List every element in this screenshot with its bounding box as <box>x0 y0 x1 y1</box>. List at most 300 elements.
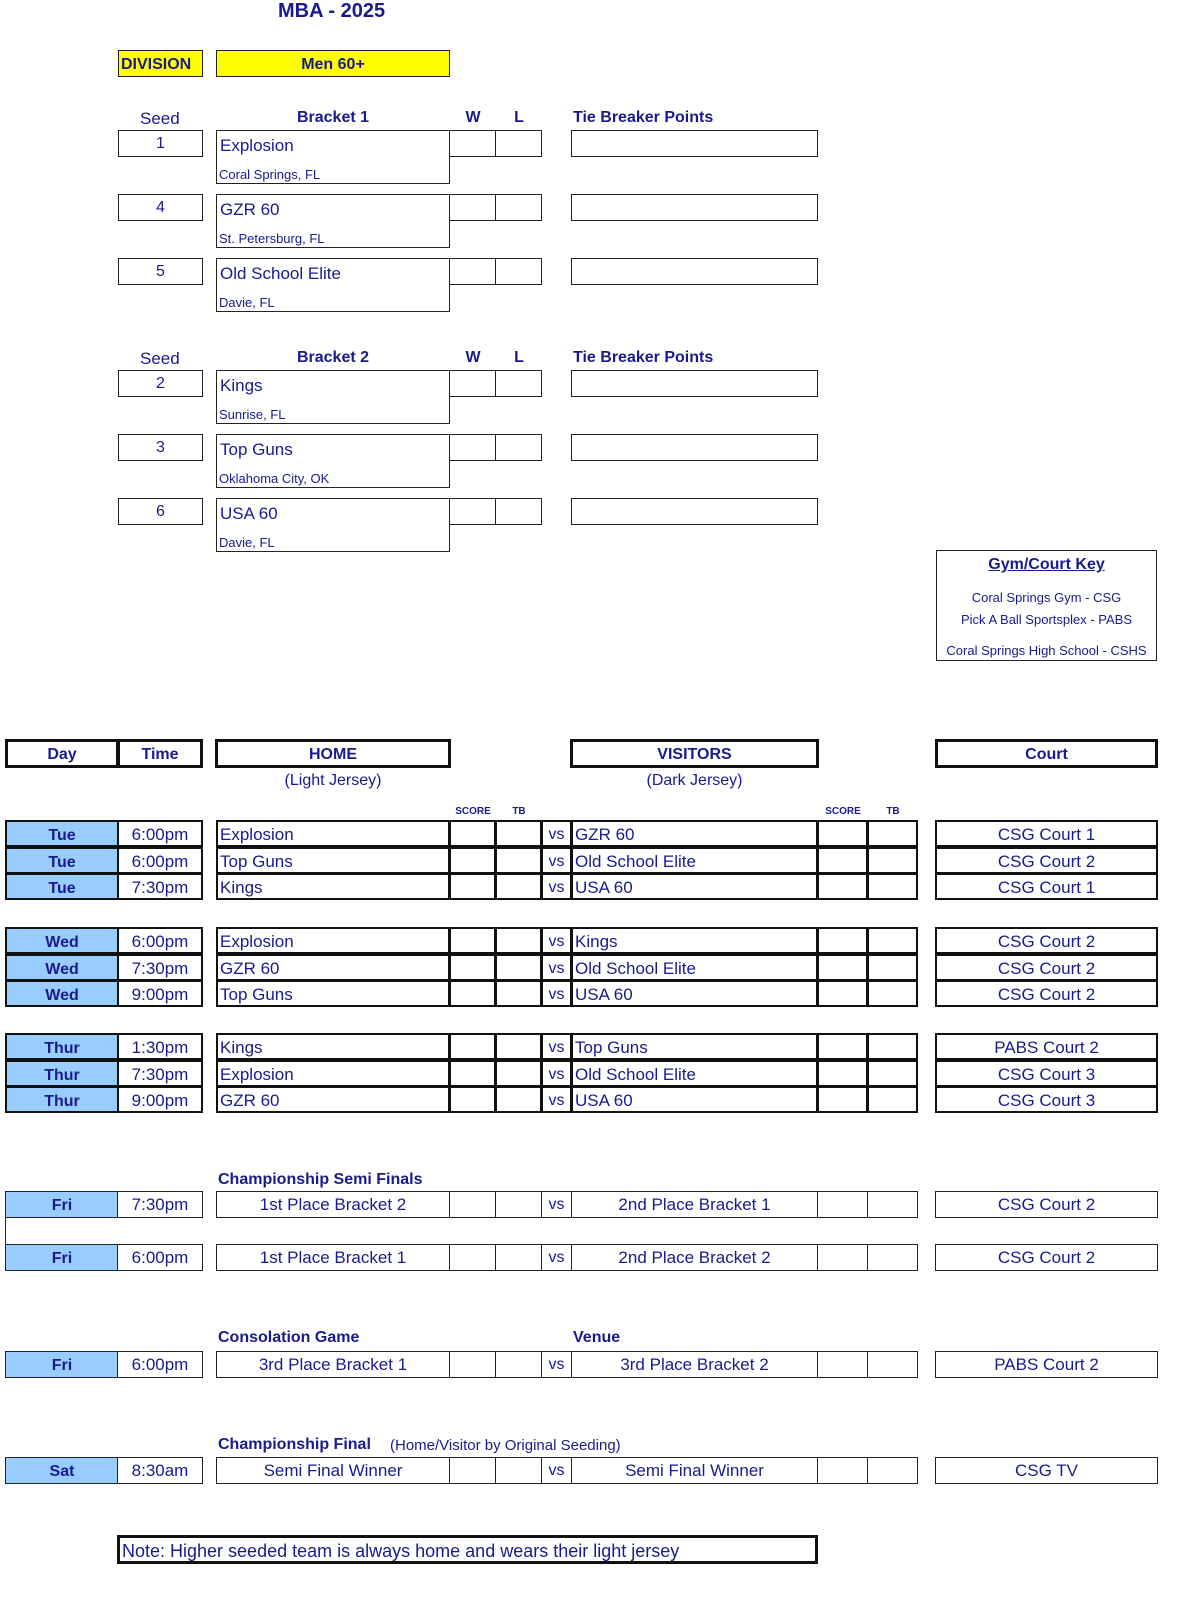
bracket-name: Bracket 1 <box>296 109 370 126</box>
venue-label: Venue <box>573 1329 621 1346</box>
seed-header: Seed <box>140 349 180 368</box>
home-score-cell[interactable] <box>449 1033 496 1060</box>
home-team: 1st Place Bracket 2 <box>259 1195 407 1214</box>
visitor-team: GZR 60 <box>575 825 635 844</box>
vs-cell <box>541 820 572 847</box>
seed-number: 6 <box>156 503 165 520</box>
visitor-team-cell <box>571 954 818 981</box>
tie-breaker-cell[interactable] <box>571 258 818 285</box>
division-value-box <box>216 50 450 77</box>
bracket-name: Bracket 2 <box>296 349 370 366</box>
home-header <box>215 739 451 768</box>
team-name: USA 60 <box>220 504 278 523</box>
court-key-line: Pick A Ball Sportsplex - PABS <box>961 612 1132 627</box>
vs-label: vs <box>548 826 565 843</box>
vs-cell <box>541 1060 572 1087</box>
home-score-cell[interactable] <box>449 820 496 847</box>
visitor-team-cell <box>571 1457 818 1484</box>
game-day-label: Wed <box>45 987 79 1004</box>
game-day-label: Thur <box>44 1066 80 1084</box>
home-team-cell <box>216 1351 450 1378</box>
game-court-label: CSG Court 2 <box>997 985 1096 1004</box>
home-team: 1st Place Bracket 1 <box>259 1248 407 1267</box>
time-header <box>117 739 203 768</box>
game-day-label: Sat <box>49 1463 75 1480</box>
championship-final-note: (Home/Visitor by Original Seeding) <box>390 1437 621 1454</box>
visitor-team: Semi Final Winner <box>625 1461 764 1480</box>
home-tb-cell[interactable] <box>495 847 542 874</box>
game-time-label: 7:30pm <box>131 958 189 978</box>
visitor-team: 3rd Place Bracket 2 <box>620 1355 769 1374</box>
home-tb-cell[interactable] <box>495 954 542 981</box>
home-jersey-note: (Light Jersey) <box>284 772 382 789</box>
vs-label: vs <box>548 879 565 896</box>
home-tb-cell[interactable] <box>495 1060 542 1087</box>
visitor-team-cell <box>571 1351 818 1378</box>
visitor-team-cell <box>571 1244 818 1271</box>
visitors-jersey-note: (Dark Jersey) <box>646 772 743 789</box>
wins-cell[interactable] <box>449 130 496 157</box>
visitor-score-cell[interactable] <box>817 873 868 900</box>
seed-number: 4 <box>156 199 165 216</box>
visitor-tb-cell[interactable] <box>867 1033 918 1060</box>
vs-cell <box>541 1351 572 1378</box>
division-value: Men 60+ <box>301 56 365 73</box>
court-key-line: Coral Springs High School - CSHS <box>946 643 1147 658</box>
seed-header: Seed <box>140 109 180 128</box>
visitor-team-cell <box>571 847 818 874</box>
footer-note-box <box>117 1535 818 1564</box>
game-time <box>117 1060 203 1087</box>
home-score-cell[interactable] <box>449 873 496 900</box>
game-day <box>5 1244 119 1271</box>
team-city: Coral Springs, FL <box>219 167 321 182</box>
home-score-header: SCORE <box>455 806 491 817</box>
game-day <box>5 980 119 1007</box>
vs-cell <box>541 1457 572 1484</box>
vs-label: vs <box>548 959 565 977</box>
game-time <box>117 954 203 981</box>
visitor-score-cell[interactable] <box>817 980 868 1007</box>
w-header: W <box>465 109 481 126</box>
visitor-tb-cell[interactable] <box>867 927 918 954</box>
visitor-tb-cell[interactable] <box>867 820 918 847</box>
vs-label: vs <box>548 1092 565 1109</box>
game-court <box>935 980 1158 1007</box>
game-court <box>935 847 1158 874</box>
losses-cell[interactable] <box>495 370 542 397</box>
l-header: L <box>514 109 524 126</box>
home-tb-cell[interactable] <box>495 927 542 954</box>
visitor-score-cell[interactable] <box>817 1351 868 1378</box>
tie-breaker-cell[interactable] <box>571 370 818 397</box>
semi-finals-spacer <box>5 1218 1158 1244</box>
page-title: MBA - 2025 <box>278 0 386 22</box>
game-court-label: CSG Court 2 <box>997 932 1096 951</box>
visitors-header-label: VISITORS <box>657 746 732 763</box>
home-team-cell <box>216 1457 450 1484</box>
footer-note: Note: Higher seeded team is always home and wears their light jersey <box>122 1541 680 1561</box>
tie-breaker-cell[interactable] <box>571 194 818 221</box>
court-key <box>936 550 1157 661</box>
court-key-title: Gym/Court Key <box>988 556 1105 573</box>
home-tb-cell[interactable] <box>495 1033 542 1060</box>
game-court-label: CSG Court 2 <box>997 958 1096 978</box>
home-team-cell <box>216 954 450 981</box>
team-city: Sunrise, FL <box>219 407 286 422</box>
day-header <box>5 739 119 768</box>
seed-box <box>118 498 203 525</box>
game-time-label: 7:30pm <box>131 878 189 897</box>
losses-cell[interactable] <box>495 258 542 285</box>
championship-final-label: Championship Final <box>218 1436 371 1453</box>
game-day-label: Tue <box>48 880 76 897</box>
court-header <box>935 739 1158 768</box>
vs-label: vs <box>548 1065 565 1083</box>
division-label: DIVISION <box>121 56 192 73</box>
visitor-team-cell <box>571 1060 818 1087</box>
seed-box <box>118 130 203 157</box>
visitor-team: USA 60 <box>575 985 633 1004</box>
home-tb-header: TB <box>512 806 526 817</box>
team-box <box>216 498 450 552</box>
game-day-label: Thur <box>44 1093 80 1110</box>
game-court-label: CSG Court 3 <box>997 1091 1096 1110</box>
game-court <box>935 1244 1158 1271</box>
vs-label: vs <box>548 1462 565 1479</box>
home-score-cell[interactable] <box>449 1244 496 1271</box>
team-box <box>216 258 450 312</box>
wins-cell[interactable] <box>449 498 496 525</box>
visitor-tb-cell[interactable] <box>867 980 918 1007</box>
game-court <box>935 1457 1158 1484</box>
visitor-team: Top Guns <box>575 1038 648 1057</box>
home-team-cell <box>216 980 450 1007</box>
home-team: Explosion <box>220 1064 294 1084</box>
team-box <box>216 370 450 424</box>
game-time <box>117 820 203 847</box>
home-team-cell <box>216 1191 450 1218</box>
game-time-label: 7:30pm <box>131 1195 189 1214</box>
team-city: Davie, FL <box>219 535 275 550</box>
home-team-cell <box>216 927 450 954</box>
visitor-score-cell[interactable] <box>817 820 868 847</box>
visitor-score-cell[interactable] <box>817 1033 868 1060</box>
visitor-tb-cell[interactable] <box>867 1351 918 1378</box>
home-team-cell <box>216 873 450 900</box>
game-day <box>5 1457 119 1484</box>
visitor-score-cell[interactable] <box>817 1086 868 1113</box>
wins-cell[interactable] <box>449 370 496 397</box>
visitor-tb-cell[interactable] <box>867 1086 918 1113</box>
home-tb-cell[interactable] <box>495 1191 542 1218</box>
team-box <box>216 434 450 488</box>
seed-box <box>118 194 203 221</box>
game-court <box>935 927 1158 954</box>
game-time-label: 9:00pm <box>131 1091 189 1110</box>
visitor-team-cell <box>571 820 818 847</box>
game-court-label: CSG Court 3 <box>997 1064 1096 1084</box>
game-day <box>5 1033 119 1060</box>
team-name: Old School Elite <box>220 264 341 283</box>
game-time-label: 9:00pm <box>131 985 189 1004</box>
game-time-label: 6:00pm <box>131 825 189 844</box>
game-time <box>117 1351 203 1378</box>
game-time-label: 8:30am <box>131 1461 189 1480</box>
visitor-tb-cell[interactable] <box>867 1060 918 1087</box>
team-city: Davie, FL <box>219 295 275 310</box>
vs-cell <box>541 847 572 874</box>
team-name: Top Guns <box>220 440 293 459</box>
visitor-score-cell[interactable] <box>817 1244 868 1271</box>
home-score-cell[interactable] <box>449 847 496 874</box>
visitor-team: Old School Elite <box>575 1064 696 1084</box>
visitor-tb-cell[interactable] <box>867 847 918 874</box>
seed-box <box>118 258 203 285</box>
game-day <box>5 1351 119 1378</box>
l-header: L <box>514 349 524 366</box>
visitor-tb-header: TB <box>886 806 900 817</box>
visitor-tb-cell[interactable] <box>867 1457 918 1484</box>
game-time-label: 1:30pm <box>131 1038 189 1057</box>
tie-breaker-cell[interactable] <box>571 498 818 525</box>
losses-cell[interactable] <box>495 434 542 461</box>
visitor-team-cell <box>571 927 818 954</box>
vs-cell <box>541 873 572 900</box>
game-day <box>5 927 119 954</box>
home-team: Kings <box>220 1038 263 1057</box>
game-time-label: 6:00pm <box>131 932 189 951</box>
game-day <box>5 847 119 874</box>
visitor-team: Old School Elite <box>575 851 696 871</box>
seed-number: 3 <box>156 439 165 456</box>
consolation-label: Consolation Game <box>218 1329 360 1346</box>
visitor-score-cell[interactable] <box>817 954 868 981</box>
game-time <box>117 1191 203 1218</box>
court-header-label: Court <box>1025 746 1068 763</box>
team-name: Kings <box>220 376 263 395</box>
game-court <box>935 954 1158 981</box>
game-court-label: CSG Court 2 <box>997 1248 1096 1267</box>
game-day-label: Tue <box>48 827 76 844</box>
losses-cell[interactable] <box>495 498 542 525</box>
time-header-label: Time <box>141 746 179 763</box>
visitor-score-cell[interactable] <box>817 1060 868 1087</box>
division-label-box <box>118 50 203 77</box>
wins-cell[interactable] <box>449 434 496 461</box>
game-time-label: 7:30pm <box>131 1064 189 1084</box>
seed-number: 2 <box>156 375 165 392</box>
game-court <box>935 1033 1158 1060</box>
visitor-tb-cell[interactable] <box>867 1244 918 1271</box>
home-score-cell[interactable] <box>449 980 496 1007</box>
home-tb-cell[interactable] <box>495 1086 542 1113</box>
home-team-cell <box>216 1244 450 1271</box>
visitor-team: USA 60 <box>575 878 633 897</box>
seed-number: 1 <box>156 135 165 152</box>
home-score-cell[interactable] <box>449 1060 496 1087</box>
court-key-line: Coral Springs Gym - CSG <box>971 590 1122 605</box>
visitor-score-cell[interactable] <box>817 1457 868 1484</box>
visitor-tb-cell[interactable] <box>867 1191 918 1218</box>
vs-label: vs <box>548 986 565 1003</box>
game-court <box>935 1351 1158 1378</box>
home-header-label: HOME <box>309 746 357 763</box>
vs-label: vs <box>548 1196 565 1213</box>
game-court-label: PABS Court 2 <box>994 1038 1099 1057</box>
game-court <box>935 1086 1158 1113</box>
home-team: Top Guns <box>220 851 293 871</box>
home-team-cell <box>216 1033 450 1060</box>
game-time <box>117 847 203 874</box>
vs-cell <box>541 1244 572 1271</box>
team-name: GZR 60 <box>220 200 280 219</box>
game-day <box>5 1060 119 1087</box>
seed-box <box>118 370 203 397</box>
game-day <box>5 1191 119 1218</box>
team-name: Explosion <box>220 136 294 155</box>
game-time <box>117 1033 203 1060</box>
seed-box <box>118 434 203 461</box>
game-court-label: CSG Court 1 <box>997 825 1096 844</box>
tie-breaker-cell[interactable] <box>571 130 818 157</box>
home-tb-cell[interactable] <box>495 1244 542 1271</box>
vs-cell <box>541 980 572 1007</box>
visitor-team-cell <box>571 1086 818 1113</box>
home-team-cell <box>216 847 450 874</box>
game-court-label: CSG Court 2 <box>997 851 1096 871</box>
game-court <box>935 873 1158 900</box>
home-tb-cell[interactable] <box>495 1351 542 1378</box>
visitor-team: Old School Elite <box>575 958 696 978</box>
game-court-label: CSG Court 2 <box>997 1195 1096 1214</box>
seed-number: 5 <box>156 263 165 280</box>
visitor-score-cell[interactable] <box>817 927 868 954</box>
game-day-label: Fri <box>51 1250 73 1267</box>
game-court-label: PABS Court 2 <box>994 1355 1099 1374</box>
game-time <box>117 1086 203 1113</box>
home-team-cell <box>216 820 450 847</box>
vs-cell <box>541 1086 572 1113</box>
vs-cell <box>541 954 572 981</box>
game-day-label: Wed <box>45 934 79 951</box>
home-team-cell <box>216 1060 450 1087</box>
game-day <box>5 954 119 981</box>
game-day <box>5 873 119 900</box>
vs-label: vs <box>548 1249 565 1266</box>
game-time-label: 6:00pm <box>131 1355 189 1374</box>
home-team: Explosion <box>220 825 294 844</box>
visitor-score-header: SCORE <box>825 806 861 817</box>
home-team-cell <box>216 1086 450 1113</box>
visitor-team-cell <box>571 873 818 900</box>
home-team: Top Guns <box>220 985 293 1004</box>
vs-label: vs <box>548 852 565 870</box>
game-day <box>5 1086 119 1113</box>
semi-finals-label: Championship Semi Finals <box>218 1171 423 1188</box>
visitors-header <box>570 739 819 768</box>
visitor-team: USA 60 <box>575 1091 633 1110</box>
game-day-label: Fri <box>51 1357 73 1374</box>
visitor-score-cell[interactable] <box>817 847 868 874</box>
day-header-label: Day <box>47 746 77 763</box>
vs-label: vs <box>548 1356 565 1373</box>
game-time <box>117 873 203 900</box>
home-team: 3rd Place Bracket 1 <box>258 1355 408 1374</box>
visitor-team-cell <box>571 1033 818 1060</box>
game-time-label: 6:00pm <box>131 851 189 871</box>
game-time <box>117 1457 203 1484</box>
home-score-cell[interactable] <box>449 1457 496 1484</box>
game-time <box>117 1244 203 1271</box>
game-day-label: Thur <box>44 1040 80 1057</box>
game-court <box>935 1060 1158 1087</box>
game-time <box>117 927 203 954</box>
home-team: Semi Final Winner <box>263 1461 403 1480</box>
visitor-team: 2nd Place Bracket 1 <box>618 1195 771 1214</box>
vs-cell <box>541 927 572 954</box>
tie-breaker-header: Tie Breaker Points <box>573 109 714 126</box>
visitor-team: 2nd Place Bracket 2 <box>618 1248 771 1267</box>
visitor-tb-cell[interactable] <box>867 954 918 981</box>
game-day <box>5 820 119 847</box>
home-tb-cell[interactable] <box>495 873 542 900</box>
home-score-cell[interactable] <box>449 954 496 981</box>
team-box <box>216 130 450 184</box>
game-court <box>935 1191 1158 1218</box>
team-box <box>216 194 450 248</box>
home-score-cell[interactable] <box>449 1191 496 1218</box>
tie-breaker-cell[interactable] <box>571 434 818 461</box>
team-city: Oklahoma City, OK <box>219 471 330 486</box>
wins-cell[interactable] <box>449 258 496 285</box>
vs-label: vs <box>548 1039 565 1056</box>
home-tb-cell[interactable] <box>495 980 542 1007</box>
visitor-team: Kings <box>575 932 618 951</box>
visitor-team-cell <box>571 980 818 1007</box>
vs-label: vs <box>548 933 565 950</box>
losses-cell[interactable] <box>495 194 542 221</box>
home-team: Kings <box>220 878 263 897</box>
team-city: St. Petersburg, FL <box>219 231 325 246</box>
game-time <box>117 980 203 1007</box>
home-score-cell[interactable] <box>449 1351 496 1378</box>
home-tb-cell[interactable] <box>495 820 542 847</box>
home-tb-cell[interactable] <box>495 1457 542 1484</box>
game-day-label: Wed <box>45 960 79 978</box>
vs-cell <box>541 1033 572 1060</box>
tie-breaker-header: Tie Breaker Points <box>573 349 714 366</box>
home-team: GZR 60 <box>220 1091 280 1110</box>
losses-cell[interactable] <box>495 130 542 157</box>
game-court-label: CSG TV <box>1015 1461 1078 1480</box>
w-header: W <box>465 349 481 366</box>
vs-cell <box>541 1191 572 1218</box>
game-court <box>935 820 1158 847</box>
home-score-cell[interactable] <box>449 1086 496 1113</box>
game-day-label: Fri <box>51 1197 73 1214</box>
visitor-score-cell[interactable] <box>817 1191 868 1218</box>
wins-cell[interactable] <box>449 194 496 221</box>
game-time-label: 6:00pm <box>131 1248 189 1267</box>
home-team: GZR 60 <box>220 958 280 978</box>
home-score-cell[interactable] <box>449 927 496 954</box>
home-team: Explosion <box>220 932 294 951</box>
game-day-label: Tue <box>48 853 76 871</box>
visitor-team-cell <box>571 1191 818 1218</box>
visitor-tb-cell[interactable] <box>867 873 918 900</box>
game-court-label: CSG Court 1 <box>997 878 1096 897</box>
